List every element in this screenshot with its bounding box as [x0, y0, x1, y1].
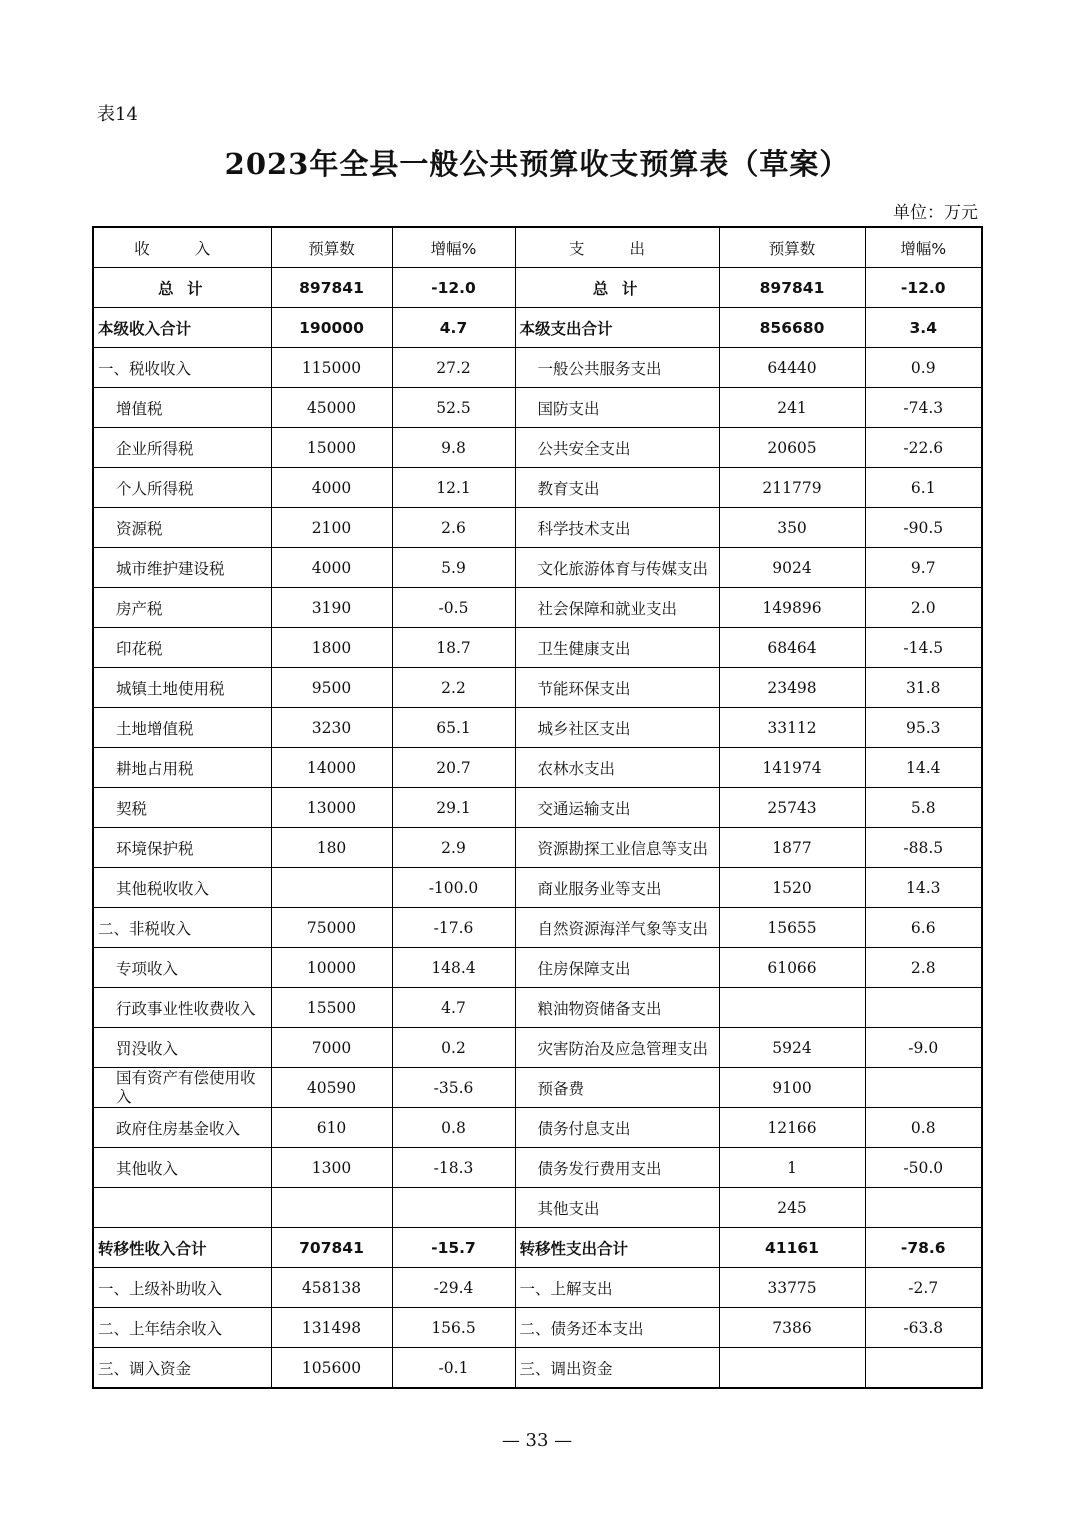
expense-item: 本级支出合计: [515, 308, 719, 348]
table-number: 表14: [97, 104, 138, 125]
income-budget: 14000: [271, 748, 392, 788]
income-growth: 27.2: [392, 348, 515, 388]
income-budget: 40590: [271, 1068, 392, 1108]
table-row: [93, 828, 982, 868]
income-growth: -29.4: [392, 1268, 515, 1308]
income-growth: -15.7: [392, 1228, 515, 1268]
expense-budget: 1520: [719, 868, 865, 908]
expense-growth: 5.8: [865, 788, 982, 828]
income-item: [93, 1188, 271, 1228]
expense-item: 科学技术支出: [515, 508, 719, 548]
income-item: 本级收入合计: [93, 308, 271, 348]
income-item: 增值税: [93, 388, 271, 428]
table-row: [93, 988, 982, 1028]
expense-item: 一、上解支出: [515, 1268, 719, 1308]
expense-growth: 9.7: [865, 548, 982, 588]
income-growth: 156.5: [392, 1308, 515, 1348]
table-row: [93, 788, 982, 828]
expense-growth: 14.4: [865, 748, 982, 788]
income-item: 企业所得税: [93, 428, 271, 468]
expense-item: 三、调出资金: [515, 1348, 719, 1389]
expense-item: 债务发行费用支出: [515, 1148, 719, 1188]
expense-budget: [719, 988, 865, 1028]
income-item: 政府住房基金收入: [93, 1108, 271, 1148]
expense-budget: 33775: [719, 1268, 865, 1308]
page-number: — 33 —: [501, 1430, 573, 1451]
income-growth: 12.1: [392, 468, 515, 508]
income-budget: 180: [271, 828, 392, 868]
expense-item: 社会保障和就业支出: [515, 588, 719, 628]
income-growth: 29.1: [392, 788, 515, 828]
expense-budget: 1877: [719, 828, 865, 868]
income-budget: 115000: [271, 348, 392, 388]
expense-item: 灾害防治及应急管理支出: [515, 1028, 719, 1068]
income-budget: 45000: [271, 388, 392, 428]
income-budget: 707841: [271, 1228, 392, 1268]
expense-item: 总 计: [515, 268, 719, 308]
income-budget: 2100: [271, 508, 392, 548]
income-item: 一、上级补助收入: [93, 1268, 271, 1308]
expense-budget: 245: [719, 1188, 865, 1228]
table-row: [93, 548, 982, 588]
expense-item: 一般公共服务支出: [515, 348, 719, 388]
expense-budget: 25743: [719, 788, 865, 828]
income-growth: -12.0: [392, 268, 515, 308]
expense-growth: [865, 1348, 982, 1389]
expense-growth: 14.3: [865, 868, 982, 908]
table-row: [93, 1108, 982, 1148]
income-item: 其他收入: [93, 1148, 271, 1188]
page-title: 2023年全县一般公共预算收支预算表（草案）: [224, 147, 850, 181]
expense-growth: 6.6: [865, 908, 982, 948]
table-row: [93, 908, 982, 948]
expense-budget: 20605: [719, 428, 865, 468]
table-row: [93, 308, 982, 348]
table-row: [93, 428, 982, 468]
expense-item: 文化旅游体育与传媒支出: [515, 548, 719, 588]
expense-growth: -2.7: [865, 1268, 982, 1308]
table-row: [93, 1268, 982, 1308]
income-item: 国有资产有偿使用收入: [93, 1068, 271, 1108]
header-expense: 支 出: [515, 227, 719, 268]
income-item: 城市维护建设税: [93, 548, 271, 588]
income-growth: 20.7: [392, 748, 515, 788]
table-row: [93, 1028, 982, 1068]
expense-budget: 149896: [719, 588, 865, 628]
expense-item: 城乡社区支出: [515, 708, 719, 748]
income-budget: 13000: [271, 788, 392, 828]
header-income: 收 入: [93, 227, 271, 268]
expense-budget: 64440: [719, 348, 865, 388]
income-item: 土地增值税: [93, 708, 271, 748]
income-budget: 131498: [271, 1308, 392, 1348]
expense-budget: 141974: [719, 748, 865, 788]
income-budget: 105600: [271, 1348, 392, 1389]
expense-growth: -74.3: [865, 388, 982, 428]
income-growth: 4.7: [392, 308, 515, 348]
expense-budget: 1: [719, 1148, 865, 1188]
expense-item: 自然资源海洋气象等支出: [515, 908, 719, 948]
income-budget: 75000: [271, 908, 392, 948]
expense-growth: 2.8: [865, 948, 982, 988]
income-growth: -35.6: [392, 1068, 515, 1108]
income-growth: 9.8: [392, 428, 515, 468]
income-budget: [271, 1188, 392, 1228]
income-growth: 5.9: [392, 548, 515, 588]
income-budget: 3190: [271, 588, 392, 628]
income-budget: 897841: [271, 268, 392, 308]
income-budget: 10000: [271, 948, 392, 988]
income-item: 二、非税收入: [93, 908, 271, 948]
table-row: [93, 1148, 982, 1188]
income-growth: 148.4: [392, 948, 515, 988]
expense-budget: 41161: [719, 1228, 865, 1268]
expense-growth: [865, 1188, 982, 1228]
expense-budget: [719, 1348, 865, 1389]
income-growth: 52.5: [392, 388, 515, 428]
income-item: 环境保护税: [93, 828, 271, 868]
table-row: [93, 268, 982, 308]
income-item: 转移性收入合计: [93, 1228, 271, 1268]
expense-budget: 5924: [719, 1028, 865, 1068]
expense-item: 债务付息支出: [515, 1108, 719, 1148]
expense-budget: 9024: [719, 548, 865, 588]
income-item: 专项收入: [93, 948, 271, 988]
income-item: 契税: [93, 788, 271, 828]
expense-budget: 7386: [719, 1308, 865, 1348]
income-item: 总 计: [93, 268, 271, 308]
expense-budget: 33112: [719, 708, 865, 748]
income-budget: 458138: [271, 1268, 392, 1308]
expense-growth: 2.0: [865, 588, 982, 628]
table-row: [93, 1348, 982, 1389]
table-row: [93, 348, 982, 388]
income-item: 个人所得税: [93, 468, 271, 508]
expense-growth: -14.5: [865, 628, 982, 668]
income-growth: 2.9: [392, 828, 515, 868]
expense-item: 二、债务还本支出: [515, 1308, 719, 1348]
income-budget: 1800: [271, 628, 392, 668]
income-growth: 2.2: [392, 668, 515, 708]
income-growth: -0.5: [392, 588, 515, 628]
income-item: 罚没收入: [93, 1028, 271, 1068]
table-row: [93, 1188, 982, 1228]
expense-item: 教育支出: [515, 468, 719, 508]
expense-item: 农林水支出: [515, 748, 719, 788]
table-row: [93, 388, 982, 428]
expense-growth: -90.5: [865, 508, 982, 548]
table-row: [93, 1308, 982, 1348]
expense-growth: [865, 1068, 982, 1108]
header-income-growth: 增幅%: [392, 227, 515, 268]
income-budget: 7000: [271, 1028, 392, 1068]
income-budget: 3230: [271, 708, 392, 748]
income-budget: 9500: [271, 668, 392, 708]
income-budget: 1300: [271, 1148, 392, 1188]
expense-item: 国防支出: [515, 388, 719, 428]
expense-item: 住房保障支出: [515, 948, 719, 988]
unit-label: 单位：万元: [893, 203, 978, 223]
table-row: [93, 1228, 982, 1268]
expense-budget: 350: [719, 508, 865, 548]
expense-budget: 211779: [719, 468, 865, 508]
budget-table: [92, 226, 983, 1389]
income-growth: -17.6: [392, 908, 515, 948]
expense-item: 公共安全支出: [515, 428, 719, 468]
expense-growth: -50.0: [865, 1148, 982, 1188]
income-item: 耕地占用税: [93, 748, 271, 788]
expense-budget: 9100: [719, 1068, 865, 1108]
expense-budget: 61066: [719, 948, 865, 988]
expense-growth: 31.8: [865, 668, 982, 708]
income-growth: 65.1: [392, 708, 515, 748]
expense-budget: 15655: [719, 908, 865, 948]
expense-budget: 12166: [719, 1108, 865, 1148]
expense-growth: [865, 988, 982, 1028]
income-item: 行政事业性收费收入: [93, 988, 271, 1028]
table-row: [93, 668, 982, 708]
expense-item: 资源勘探工业信息等支出: [515, 828, 719, 868]
income-item: 二、上年结余收入: [93, 1308, 271, 1348]
expense-growth: -22.6: [865, 428, 982, 468]
expense-budget: 241: [719, 388, 865, 428]
expense-growth: 0.9: [865, 348, 982, 388]
header-row: [93, 227, 982, 268]
income-growth: [392, 1188, 515, 1228]
expense-item: 预备费: [515, 1068, 719, 1108]
table-row: [93, 628, 982, 668]
income-budget: 4000: [271, 548, 392, 588]
income-growth: -18.3: [392, 1148, 515, 1188]
table-row: [93, 868, 982, 908]
income-growth: 2.6: [392, 508, 515, 548]
header-expense-budget: 预算数: [719, 227, 865, 268]
table-row: [93, 508, 982, 548]
expense-growth: -12.0: [865, 268, 982, 308]
income-growth: 0.2: [392, 1028, 515, 1068]
table-row: [93, 468, 982, 508]
income-budget: 4000: [271, 468, 392, 508]
header-income-budget: 预算数: [271, 227, 392, 268]
expense-growth: -63.8: [865, 1308, 982, 1348]
income-growth: -0.1: [392, 1348, 515, 1389]
expense-budget: 68464: [719, 628, 865, 668]
expense-item: 粮油物资储备支出: [515, 988, 719, 1028]
expense-item: 节能环保支出: [515, 668, 719, 708]
table-row: [93, 948, 982, 988]
table-row: [93, 588, 982, 628]
expense-item: 商业服务业等支出: [515, 868, 719, 908]
income-budget: 610: [271, 1108, 392, 1148]
expense-budget: 897841: [719, 268, 865, 308]
income-item: 印花税: [93, 628, 271, 668]
expense-growth: 6.1: [865, 468, 982, 508]
expense-item: 卫生健康支出: [515, 628, 719, 668]
expense-item: 交通运输支出: [515, 788, 719, 828]
expense-item: 转移性支出合计: [515, 1228, 719, 1268]
expense-item: 其他支出: [515, 1188, 719, 1228]
income-item: 资源税: [93, 508, 271, 548]
income-growth: 0.8: [392, 1108, 515, 1148]
income-growth: 4.7: [392, 988, 515, 1028]
income-budget: 15500: [271, 988, 392, 1028]
income-budget: 190000: [271, 308, 392, 348]
table-row: [93, 748, 982, 788]
income-item: 三、调入资金: [93, 1348, 271, 1389]
table-row: [93, 708, 982, 748]
income-item: 其他税收收入: [93, 868, 271, 908]
income-growth: -100.0: [392, 868, 515, 908]
table-row: [93, 1068, 982, 1108]
income-budget: 15000: [271, 428, 392, 468]
income-budget: [271, 868, 392, 908]
expense-growth: 3.4: [865, 308, 982, 348]
expense-growth: 0.8: [865, 1108, 982, 1148]
expense-growth: -78.6: [865, 1228, 982, 1268]
income-item: 房产税: [93, 588, 271, 628]
expense-growth: -88.5: [865, 828, 982, 868]
income-item: 城镇土地使用税: [93, 668, 271, 708]
header-expense-growth: 增幅%: [865, 227, 982, 268]
income-item: 一、税收收入: [93, 348, 271, 388]
income-growth: 18.7: [392, 628, 515, 668]
expense-budget: 23498: [719, 668, 865, 708]
expense-growth: -9.0: [865, 1028, 982, 1068]
expense-growth: 95.3: [865, 708, 982, 748]
expense-budget: 856680: [719, 308, 865, 348]
